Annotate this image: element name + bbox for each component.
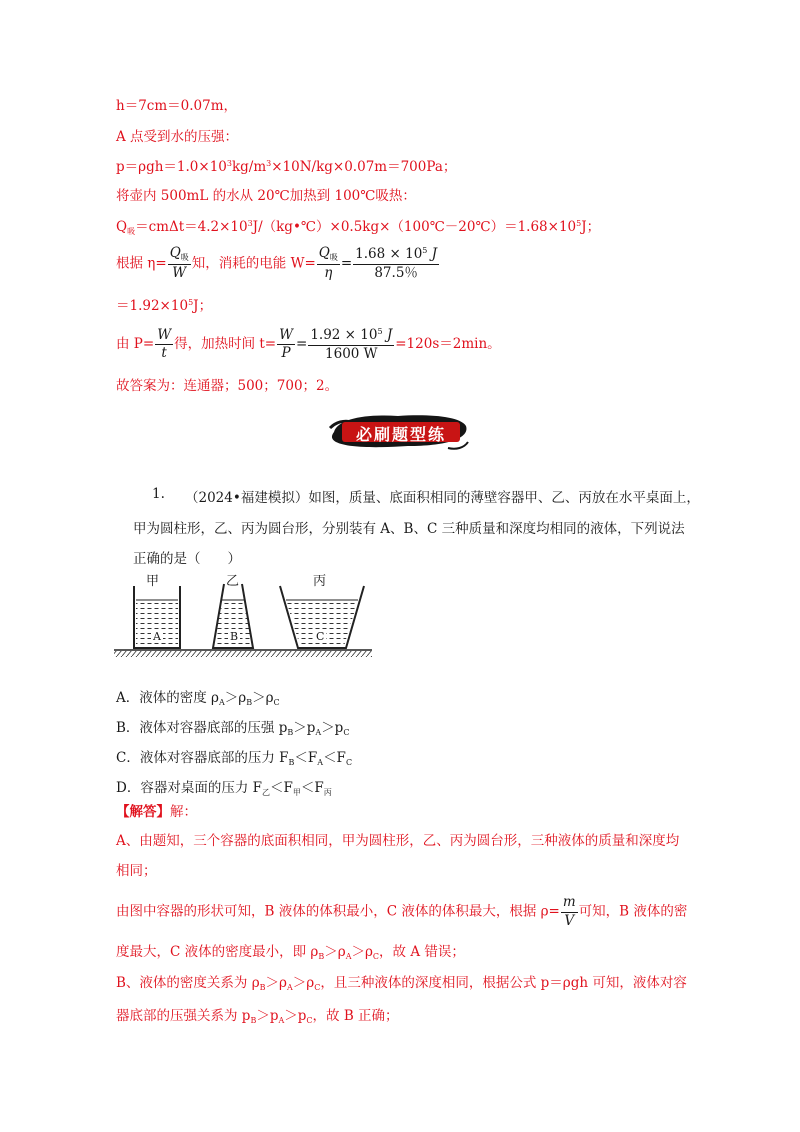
fraction-q-over-eta: $\frac{Q_吸}{\eta}$: [318, 245, 338, 281]
solution-line-pressure-calc: $p=\rho gh=1.0\times 10^3kg/m^3\times 10N/kg\times 0.07m=700Pa$；: [116, 159, 457, 175]
answer-header: 【解答】解：: [116, 804, 197, 820]
fraction-time-value: $\frac{1.92 \times 10^5 J}{1600 W}$: [310, 327, 393, 362]
solution-line-final-answer: 故答案为：连通器；500；700；2。: [116, 378, 339, 394]
solution-line-time: 由 P= $\frac{W}{t}$ 得，加热时间 t= $\frac{W}{P}$ = $\frac{1.92 \times 10^5 J}{1600 W}$ =120s＝2min。: [116, 326, 501, 362]
solution-line-efficiency: 根据 η= $\frac{Q_吸}{W}$ 知，消耗的电能 W= $\frac{Q_吸}{\eta}$ = $\frac{1.68 \times 10^5 J}{87.5\%}$: [116, 245, 438, 281]
label-yi: 乙: [226, 574, 240, 589]
answer-line-3: 由图中容器的形状可知，B 液体的体积最小，C 液体的体积最大，根据 ρ= $\frac{m}{V}$ 可知，B 液体的密: [116, 894, 688, 929]
question-line-3: 正确的是（ ）: [133, 551, 241, 567]
answer-line-6: 器底部的压强关系为 $p_B>p_A>p_C$，故 B 正确；: [116, 1008, 399, 1025]
option-d: D．容器对桌面的压力 $F_乙<F_甲<F_丙$: [116, 780, 332, 797]
banner-title: 必刷题型练: [355, 425, 446, 444]
liquid-label-b: B: [230, 630, 239, 643]
answer-line-1: A、由题知，三个容器的底面积相同，甲为圆柱形，乙、丙为圆台形，三种液体的质量和深度均: [116, 833, 680, 849]
label-bing: 丙: [313, 574, 327, 589]
question-number: 1.: [152, 486, 165, 502]
solution-line-a-pressure-label: A 点受到水的压强：: [116, 129, 239, 145]
section-banner: [328, 408, 470, 452]
option-c: C．液体对容器底部的压力 $F_B<F_A<F_C$: [116, 750, 353, 767]
fraction-w-over-p: $\frac{W}{P}$: [279, 326, 293, 361]
option-a: A．液体的密度 $\rho_A>\rho_B>\rho_C$: [116, 690, 280, 707]
banner-subtitle: Be Sure To Brush Questions: [400, 410, 472, 416]
solution-line-heat-calc: $Q_吸=cm\Delta t=4.2\times 10^3J/(kg•℃)\times 0.5kg\times(100℃-20℃)=1.68\times 10^5J$；: [116, 219, 601, 236]
solution-line-heating: 将壶内 500mL 的水从 20℃加热到 100℃吸热：: [116, 188, 416, 204]
fraction-w-over-t: $\frac{W}{t}$: [157, 326, 172, 361]
fraction-energy-value: $\frac{1.68 \times 10^5 J}{87.5\%}$: [355, 246, 438, 281]
label-jia: 甲: [146, 574, 160, 589]
answer-line-2: 相同；: [116, 863, 157, 879]
solution-line-h: h＝7cm＝0.07m，: [116, 98, 238, 114]
liquid-label-a: A: [153, 630, 161, 643]
question-line-1: （2024•福建模拟）如图，质量、底面积相同的薄壁容器甲、乙、丙放在水平桌面上，: [185, 490, 700, 506]
fraction-m-over-v: $\frac{m}{V}$: [562, 894, 576, 929]
answer-line-4: 度最大，C 液体的密度最小，即 $\rho_B>\rho_A>\rho_C$，故 A 错误；: [116, 944, 465, 961]
solution-line-energy-result: $=1.92\times 10^5J$；: [116, 298, 213, 314]
answer-line-5: B、液体的密度关系为 $\rho_B>\rho_A>\rho_C$，且三种液体的深度相同，根据公式 p＝ρgh 可知，液体对容: [116, 975, 687, 992]
liquid-label-c: C: [316, 630, 325, 643]
question-line-2: 甲为圆柱形，乙、丙为圆台形，分别装有 A、B、C 三种质量和深度均相同的液体，下列说法: [133, 521, 685, 537]
option-b: B．液体对容器底部的压强 $p_B>p_A>p_C$: [116, 720, 350, 737]
fraction-q-over-w: $\frac{Q_吸}{W}$: [169, 245, 189, 281]
